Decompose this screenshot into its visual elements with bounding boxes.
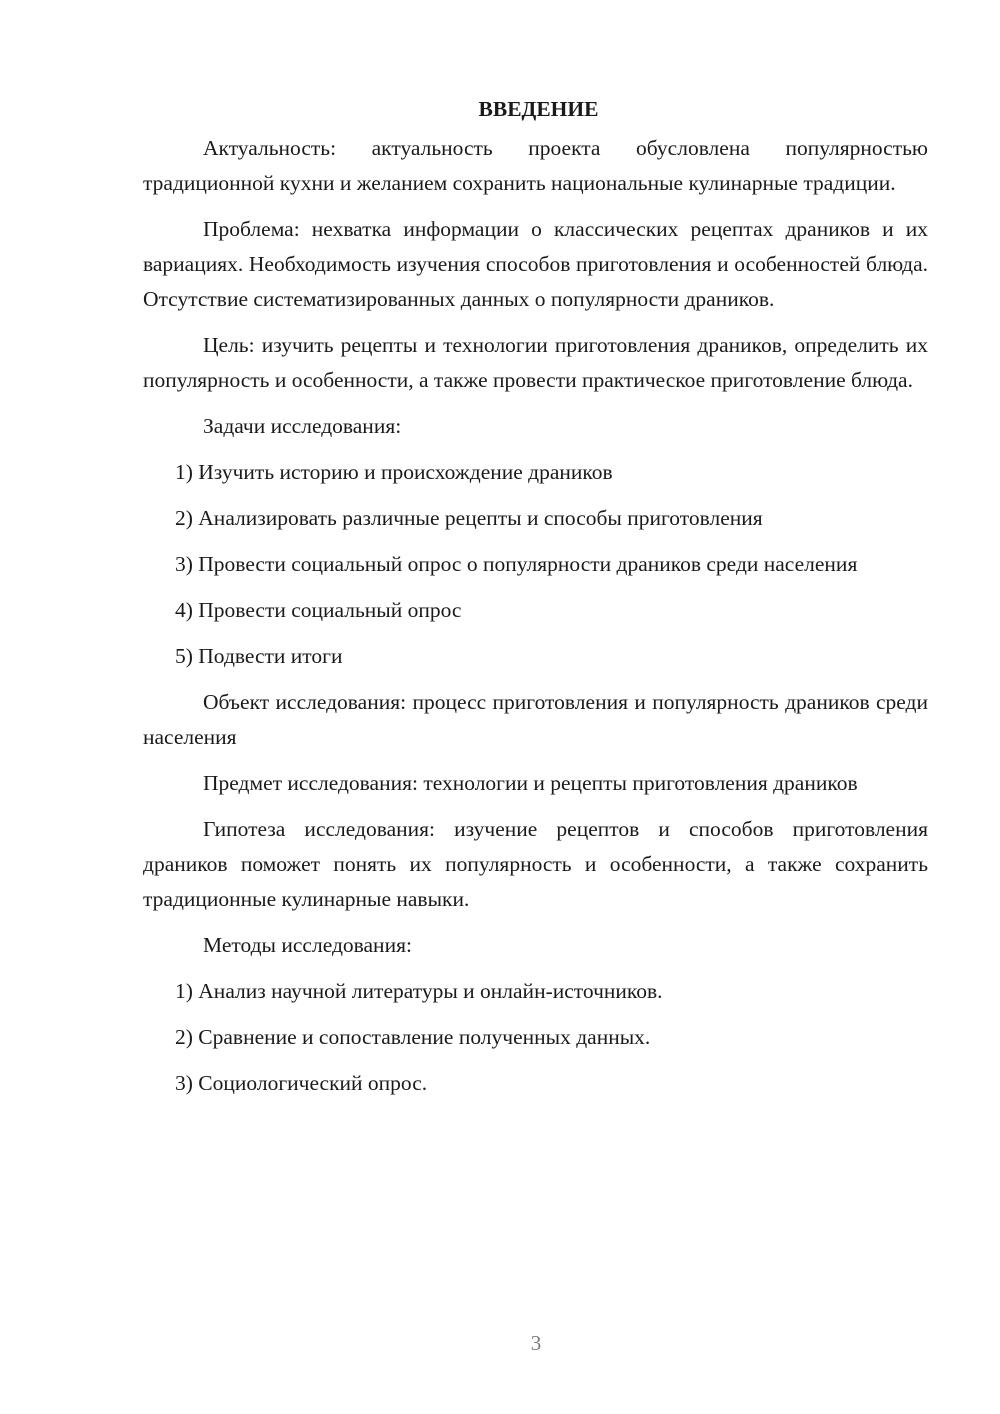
task-item: 5) Подвести итоги bbox=[175, 644, 343, 668]
tasks-heading: Задачи исследования: bbox=[203, 414, 402, 438]
relevance-paragraph: Актуальность: актуальность проекта обусловлена популярностью традиционной кухни и желанием сохранить национальные кулинарные традиции. bbox=[143, 136, 928, 195]
method-item: 1) Анализ научной литературы и онлайн-источников. bbox=[175, 979, 663, 1003]
task-item: 4) Провести социальный опрос bbox=[175, 598, 462, 622]
page-content bbox=[143, 92, 928, 1112]
object-paragraph: Объект исследования: процесс приготовления и популярность драников среди населения bbox=[143, 690, 928, 749]
goal-paragraph: Цель: изучить рецепты и технологии приготовления драников, определить их популярность и особенности, а также провести практическое приготовление блюда. bbox=[143, 333, 928, 392]
task-item: 2) Анализировать различные рецепты и способы приготовления bbox=[175, 506, 763, 530]
problem-paragraph: Проблема: нехватка информации о классических рецептах драников и их вариациях. Необходимость изучения способов приготовления и особенностей блюда. Отсутствие систематизированных данных о популярности драников. bbox=[143, 217, 928, 311]
section-title: ВВЕДЕНИЕ bbox=[478, 97, 599, 121]
method-item: 2) Сравнение и сопоставление полученных данных. bbox=[175, 1025, 651, 1049]
method-item: 3) Социологический опрос. bbox=[175, 1071, 428, 1095]
methods-heading: Методы исследования: bbox=[203, 933, 412, 957]
page-number: 3 bbox=[530, 1331, 542, 1355]
task-item: 1) Изучить историю и происхождение драников bbox=[175, 460, 613, 484]
hypothesis-paragraph: Гипотеза исследования: изучение рецептов и способов приготовления драников поможет понять их популярность и особенности, а также сохранить традиционные кулинарные навыки. bbox=[143, 817, 928, 911]
subject-paragraph: Предмет исследования: технологии и рецепты приготовления драников bbox=[203, 771, 858, 795]
task-item: 3) Провести социальный опрос о популярности драников среди населения bbox=[175, 552, 858, 576]
